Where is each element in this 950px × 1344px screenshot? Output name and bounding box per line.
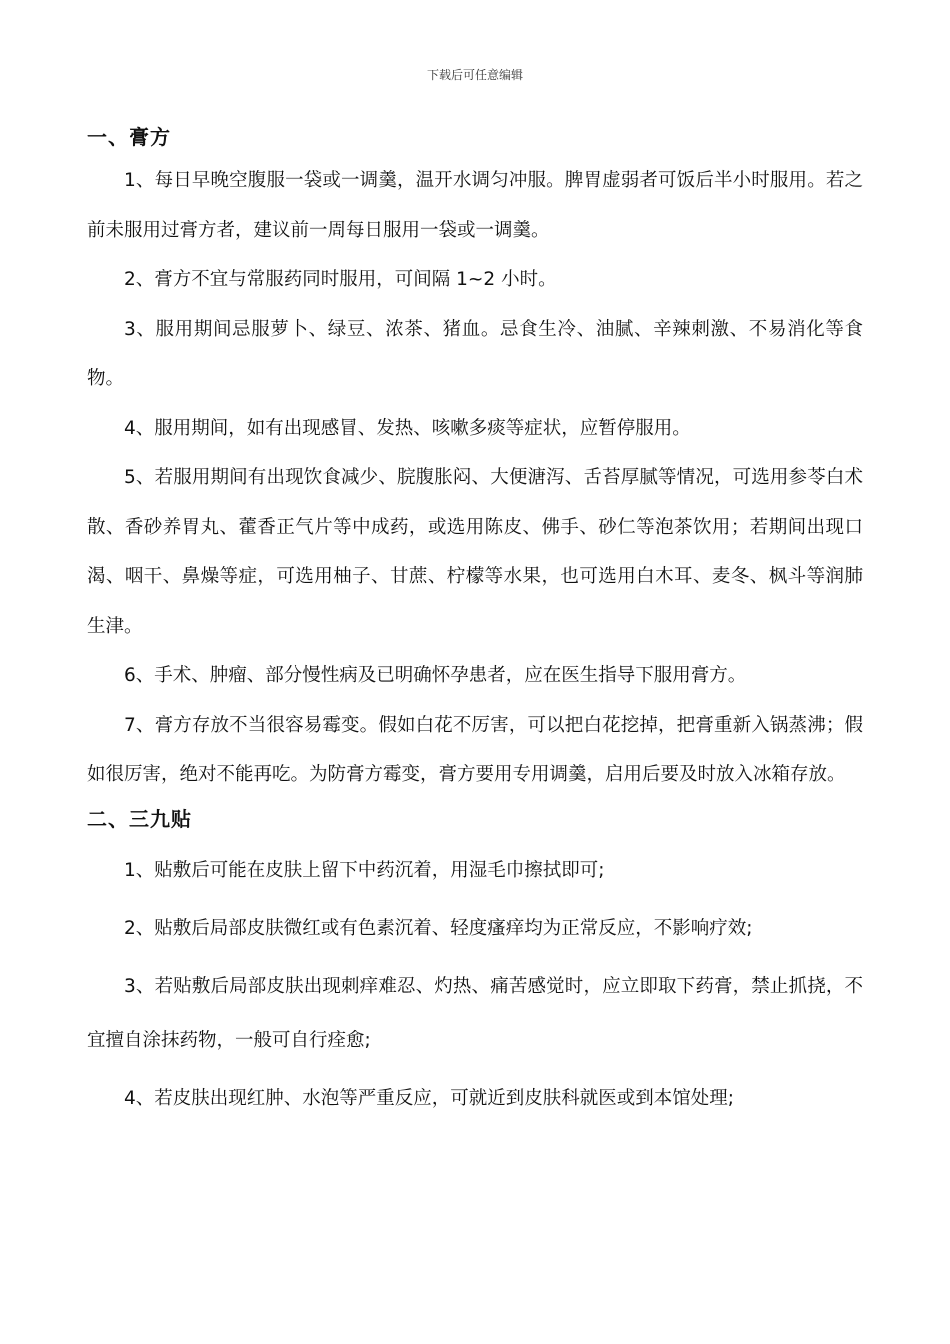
section-title: 一、膏方 — [87, 125, 171, 149]
list-item: 5、若服用期间有出现饮食减少、脘腹胀闷、大便溏泻、舌苔厚腻等情况，可选用参苓白术散、香砂养胃丸、藿香正气片等中成药，或选用陈皮、佛手、砂仁等泡茶饮用；若期间出现口渴、咽干、鼻燥等症，可选用柚子、甘蔗、柠檬等水果，也可选用白木耳、麦冬、枫斗等润肺生津。 — [87, 467, 863, 637]
list-item: 2、膏方不宜与常服药同时服用，可间隔 1~2 小时。 — [124, 269, 557, 290]
list-item: 3、若贴敷后局部皮肤出现刺痒难忍、灼热、痛苦感觉时，应立即取下药膏，禁止抓挠，不宜擅自涂抹药物，一般可自行痊愈; — [87, 975, 863, 1051]
section-title: 二、三九贴 — [87, 806, 192, 831]
section-sanjiutie — [87, 800, 863, 1126]
list-item: 3、服用期间忌服萝卜、绿豆、浓茶、猪血。忌食生冷、油腻、辛辣刺激、不易消化等食物。 — [87, 318, 863, 389]
document-body — [87, 118, 863, 1126]
list-item: 6、手术、肿瘤、部分慢性病及已明确怀孕患者，应在医生指导下服用膏方。 — [124, 665, 747, 686]
list-item: 4、服用期间，如有出现感冒、发热、咳嗽多痰等症状，应暂停服用。 — [124, 417, 691, 439]
list-item: 1、每日早晚空腹服一袋或一调羹，温开水调匀冲服。脾胃虚弱者可饭后半小时服用。若之前未服用过膏方者，建议前一周每日服用一袋或一调羹。 — [87, 170, 863, 241]
list-item: 2、贴敷后局部皮肤微红或有色素沉着、轻度瘙痒均为正常反应，不影响疗效; — [124, 917, 753, 939]
list-item: 4、若皮肤出现红肿、水泡等严重反应，可就近到皮肤科就医或到本馆处理; — [124, 1087, 735, 1109]
section-gaofang — [87, 118, 863, 800]
page-header-note: 下载后可任意编辑 — [426, 68, 523, 82]
list-item: 1、贴敷后可能在皮肤上留下中药沉着，用湿毛巾擦拭即可; — [124, 859, 605, 881]
list-item: 7、膏方存放不当很容易霉变。假如白花不厉害，可以把白花挖掉，把膏重新入锅蒸沸；假如很厉害，绝对不能再吃。为防膏方霉变，膏方要用专用调羹，启用后要及时放入冰箱存放。 — [87, 714, 863, 785]
